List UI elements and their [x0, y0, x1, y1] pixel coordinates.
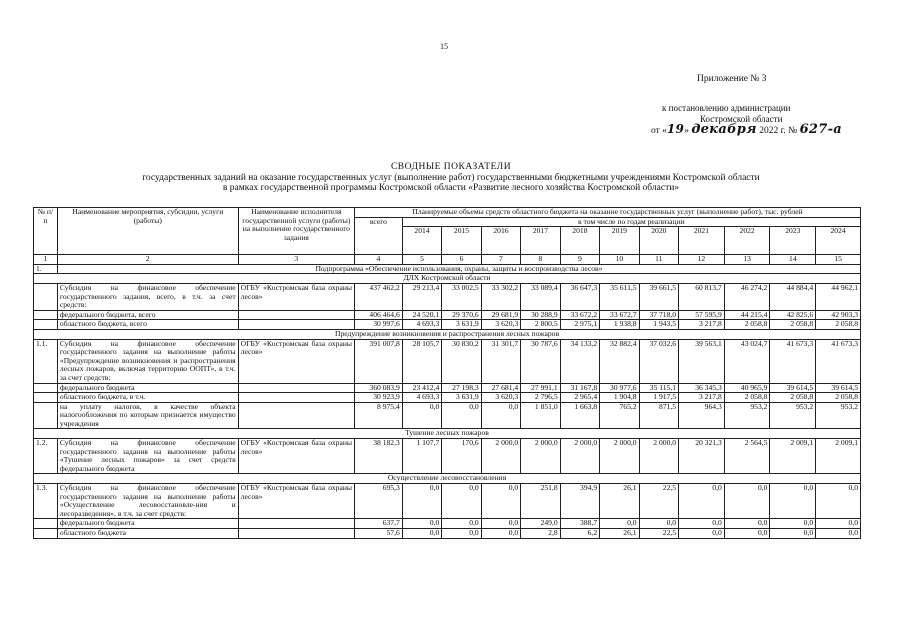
cell-year-value: 2 975,1 [560, 320, 599, 330]
cell-year-value: 2 796,5 [521, 393, 560, 403]
cell-year-value: 953,2 [816, 402, 861, 429]
cell-year-value: 0,0 [402, 484, 441, 519]
section-row [34, 264, 861, 274]
cell-year-value: 170,6 [442, 439, 481, 474]
table-body [34, 264, 861, 538]
cell-total: 38 182,3 [355, 439, 403, 474]
cell-year-value: 35 115,1 [639, 383, 678, 393]
cell-year-value: 44 962,1 [816, 283, 861, 310]
cell-year-value: 37 032,6 [639, 339, 678, 383]
cell-year-value: 871,5 [639, 402, 678, 429]
table-row [34, 439, 861, 474]
cell-year-value: 0,0 [679, 484, 725, 519]
cell-year-value: 0,0 [724, 529, 770, 539]
cell-year-value: 0,0 [724, 484, 770, 519]
cell-year-value: 0,0 [600, 519, 639, 529]
subsection-row [34, 474, 861, 484]
handwritten-day: 19 [666, 122, 685, 136]
column-number: 12 [679, 255, 725, 265]
cell-year-value: 33 302,2 [481, 283, 520, 310]
header-executor: Наименование исполнителя государственной услуги (работы) на выполнение государственного задания [238, 208, 354, 255]
cell-total: 695,3 [355, 484, 403, 519]
subsection-title: Тушение лесных пожаров [34, 429, 861, 439]
resolution-mid-1: » [684, 126, 689, 136]
cell-year-value: 32 882,4 [600, 339, 639, 383]
column-number: 14 [770, 255, 816, 265]
cell-year-value: 39 614,5 [816, 383, 861, 393]
cell-year-value: 26,1 [600, 529, 639, 539]
table-row [34, 383, 861, 393]
cell-year-value: 31 167,8 [560, 383, 599, 393]
column-number: 13 [724, 255, 770, 265]
cell-year-value: 0,0 [402, 402, 441, 429]
cell-year-value: 36 345,3 [679, 383, 725, 393]
row-executor [238, 529, 354, 539]
cell-year-value: 0,0 [402, 529, 441, 539]
cell-year-value: 29 681,9 [481, 310, 520, 320]
header-year: 2017 [521, 227, 560, 255]
column-number: 9 [560, 255, 599, 265]
cell-year-value: 30 787,6 [521, 339, 560, 383]
table-row [34, 402, 861, 429]
row-executor [238, 310, 354, 320]
cell-total: 30 923,9 [355, 393, 403, 403]
cell-total: 360 083,9 [355, 383, 403, 393]
cell-year-value: 2 009,1 [770, 439, 816, 474]
cell-year-value: 0,0 [679, 529, 725, 539]
table-row [34, 310, 861, 320]
cell-year-value: 46 274,2 [724, 283, 770, 310]
cell-year-value: 30 830,2 [442, 339, 481, 383]
cell-year-value: 2 058,8 [770, 320, 816, 330]
cell-year-value: 3 620,3 [481, 320, 520, 330]
subsection-row [34, 274, 861, 284]
row-executor: ОГБУ «Костромская база охраны лесов» [238, 339, 354, 383]
cell-year-value: 2 000,0 [639, 439, 678, 474]
cell-year-value: 33 089,4 [521, 283, 560, 310]
resolution-prefix: от « [651, 126, 667, 136]
cell-year-value: 0,0 [442, 484, 481, 519]
cell-year-value: 2 009,1 [816, 439, 861, 474]
cell-year-value: 2 000,0 [481, 439, 520, 474]
cell-year-value: 2 058,8 [724, 393, 770, 403]
row-number [34, 320, 58, 330]
cell-year-value: 40 965,9 [724, 383, 770, 393]
cell-year-value: 2 000,0 [560, 439, 599, 474]
document-subtitle-2: в рамках государственной программы Костромской области «Развитие лесного хозяйства Костромской области» [222, 183, 680, 193]
cell-year-value: 39 661,5 [639, 283, 678, 310]
header-year: 2019 [600, 227, 639, 255]
row-executor [238, 320, 354, 330]
cell-year-value: 953,2 [724, 402, 770, 429]
header-year: 2018 [560, 227, 599, 255]
table-row [34, 484, 861, 519]
row-number: 1.3. [34, 484, 58, 519]
row-name: Субсидия на финансовое обеспечение государственного задания, всего, в т.ч. за счет средств: [57, 283, 238, 310]
header-year: 2023 [770, 227, 816, 255]
cell-year-value: 33 002,5 [442, 283, 481, 310]
cell-year-value: 3 217,8 [679, 320, 725, 330]
cell-year-value: 33 672,2 [560, 310, 599, 320]
cell-year-value: 27 991,1 [521, 383, 560, 393]
cell-total: 57,6 [355, 529, 403, 539]
column-number: 3 [238, 255, 354, 265]
cell-year-value: 30 288,9 [521, 310, 560, 320]
cell-year-value: 4 693,3 [402, 393, 441, 403]
row-number [34, 529, 58, 539]
row-name: федерального бюджета, всего [57, 310, 238, 320]
cell-year-value: 43 024,7 [724, 339, 770, 383]
column-number: 10 [600, 255, 639, 265]
cell-year-value: 2 058,8 [816, 320, 861, 330]
row-executor [238, 393, 354, 403]
cell-year-value: 1 943,5 [639, 320, 678, 330]
cell-year-value: 3 631,9 [442, 320, 481, 330]
header-year: 2014 [402, 227, 441, 255]
cell-year-value: 953,2 [770, 402, 816, 429]
cell-total: 637,7 [355, 519, 403, 529]
row-name: областного бюджета, в т.ч. [57, 393, 238, 403]
cell-year-value: 964,3 [679, 402, 725, 429]
row-number [34, 383, 58, 393]
document-title: СВОДНЫЕ ПОКАЗАТЕЛИ [390, 162, 512, 172]
row-name: Субсидия на финансовое обеспечение государственного задания на выполнение работы «Тушение лесных пожаров» за счет средств федерального бюджета [57, 439, 238, 474]
cell-year-value: 2 058,8 [816, 393, 861, 403]
header-num: № п/п [34, 208, 58, 255]
cell-year-value: 2 564,5 [724, 439, 770, 474]
cell-year-value: 2 965,4 [560, 393, 599, 403]
section-title: Подпрограмма «Обеспечение использования, охраны, защиты и воспроизводства лесов» [57, 264, 860, 274]
cell-year-value: 0,0 [481, 529, 520, 539]
cell-year-value: 0,0 [816, 484, 861, 519]
subsection-row [34, 329, 861, 339]
cell-year-value: 42 903,3 [816, 310, 861, 320]
column-number: 7 [481, 255, 520, 265]
row-executor: ОГБУ «Костромская база охраны лесов» [238, 484, 354, 519]
row-executor: ОГБУ «Костромская база охраны лесов» [238, 283, 354, 310]
cell-year-value: 2 000,0 [600, 439, 639, 474]
cell-year-value: 3 217,8 [679, 393, 725, 403]
header-by-year: в том числе по годам реализации [402, 217, 860, 227]
cell-year-value: 31 301,7 [481, 339, 520, 383]
cell-year-value: 3 620,3 [481, 393, 520, 403]
cell-total: 391 007,8 [355, 339, 403, 383]
handwritten-number: 627-а [799, 122, 843, 137]
cell-year-value: 1 938,8 [600, 320, 639, 330]
cell-year-value: 28 105,7 [402, 339, 441, 383]
cell-year-value: 27 198,3 [442, 383, 481, 393]
column-number: 15 [816, 255, 861, 265]
row-executor [238, 402, 354, 429]
cell-year-value: 44 884,4 [770, 283, 816, 310]
cell-year-value: 0,0 [442, 519, 481, 529]
document-subtitle-1: государственных заданий на оказание государственных услуг (выполнение работ) государственными бюджетными учреждениями Костромской области [142, 173, 760, 183]
cell-year-value: 2 058,8 [724, 320, 770, 330]
cell-year-value: 44 215,4 [724, 310, 770, 320]
row-name: областного бюджета [57, 529, 238, 539]
row-number [34, 310, 58, 320]
row-name: на уплату налогов, в качестве объекта налогообложения по которым признается имущество учреждения [57, 402, 238, 429]
row-number [34, 393, 58, 403]
cell-total: 406 464,6 [355, 310, 403, 320]
cell-year-value: 2 800,5 [521, 320, 560, 330]
row-executor: ОГБУ «Костромская база охраны лесов» [238, 439, 354, 474]
row-number [34, 402, 58, 429]
header-row-1 [34, 208, 861, 218]
cell-year-value: 394,9 [560, 484, 599, 519]
cell-year-value: 20 321,3 [679, 439, 725, 474]
resolution-line-2: Костромской области [700, 114, 783, 124]
table-row [34, 320, 861, 330]
appendix-label: Приложение № 3 [697, 74, 767, 84]
cell-total: 8 975,4 [355, 402, 403, 429]
cell-year-value: 1 904,8 [600, 393, 639, 403]
cell-year-value: 0,0 [770, 519, 816, 529]
cell-year-value: 765,2 [600, 402, 639, 429]
column-number: 11 [639, 255, 678, 265]
cell-year-value: 251,8 [521, 484, 560, 519]
cell-year-value: 0,0 [724, 519, 770, 529]
subsection-row [34, 429, 861, 439]
cell-year-value: 22,5 [639, 529, 678, 539]
table-row [34, 519, 861, 529]
header-year: 2016 [481, 227, 520, 255]
header-total: всего [355, 217, 403, 255]
subsection-title: Предупреждение возникновения и распространения лесных пожаров [34, 329, 861, 339]
row-name: федерального бюджета [57, 383, 238, 393]
cell-year-value: 3 631,9 [442, 393, 481, 403]
cell-year-value: 23 412,4 [402, 383, 441, 393]
subsection-title: ДЛХ Костромской области [34, 274, 861, 284]
cell-year-value: 41 673,3 [770, 339, 816, 383]
summary-table [33, 207, 861, 539]
cell-year-value: 2 000,0 [521, 439, 560, 474]
page-number: 15 [440, 42, 448, 51]
resolution-mid-2: 2022 г. № [759, 126, 798, 136]
header-planned: Планируемые объемы средств областного бюджета на оказание государственных услуг (выполнение работ), тыс. рублей [355, 208, 861, 218]
cell-year-value: 1 663,8 [560, 402, 599, 429]
cell-year-value: 34 133,2 [560, 339, 599, 383]
cell-year-value: 22,5 [639, 484, 678, 519]
cell-year-value: 39 614,5 [770, 383, 816, 393]
column-number: 1 [34, 255, 58, 265]
resolution-date-line [651, 122, 842, 137]
column-number: 8 [521, 255, 560, 265]
cell-year-value: 1 107,7 [402, 439, 441, 474]
column-number: 6 [442, 255, 481, 265]
cell-year-value: 36 647,3 [560, 283, 599, 310]
cell-year-value: 29 213,4 [402, 283, 441, 310]
section-number: 1. [34, 264, 58, 274]
cell-year-value: 2,8 [521, 529, 560, 539]
cell-year-value: 388,7 [560, 519, 599, 529]
row-executor [238, 519, 354, 529]
cell-year-value: 37 718,0 [639, 310, 678, 320]
column-number: 5 [402, 255, 441, 265]
row-name: Субсидия на финансовое обеспечение государственного задания на выполнение работы «Предупреждение возникновения и распространения лесных пожаров, включая территорию ООПТ», в т.ч. за счет средств: [57, 339, 238, 383]
cell-year-value: 0,0 [770, 529, 816, 539]
resolution-line-1: к постановлению администрации [662, 103, 791, 113]
cell-year-value: 26,1 [600, 484, 639, 519]
cell-year-value: 57 595,9 [679, 310, 725, 320]
cell-year-value: 35 611,5 [600, 283, 639, 310]
cell-year-value: 0,0 [639, 519, 678, 529]
column-numbers-row [34, 255, 861, 265]
subsection-title: Осуществление лесовосстановления [34, 474, 861, 484]
header-year: 2021 [679, 227, 725, 255]
cell-year-value: 0,0 [442, 402, 481, 429]
cell-year-value: 42 825,6 [770, 310, 816, 320]
cell-year-value: 27 681,4 [481, 383, 520, 393]
table-row [34, 339, 861, 383]
cell-year-value: 0,0 [481, 484, 520, 519]
cell-year-value: 41 673,3 [816, 339, 861, 383]
header-year: 2024 [816, 227, 861, 255]
column-number: 4 [355, 255, 403, 265]
cell-year-value: 29 370,6 [442, 310, 481, 320]
cell-total: 437 462,2 [355, 283, 403, 310]
cell-year-value: 24 520,1 [402, 310, 441, 320]
header-name: Наименование мероприятия, субсидии, услуги (работы) [57, 208, 238, 255]
cell-year-value: 6,2 [560, 529, 599, 539]
cell-year-value: 0,0 [816, 519, 861, 529]
cell-year-value: 249,0 [521, 519, 560, 529]
row-number [34, 519, 58, 529]
cell-year-value: 2 058,8 [770, 393, 816, 403]
cell-year-value: 0,0 [481, 402, 520, 429]
table-row [34, 529, 861, 539]
cell-year-value: 0,0 [679, 519, 725, 529]
row-number [34, 283, 58, 310]
column-number: 2 [57, 255, 238, 265]
cell-year-value: 1 851,0 [521, 402, 560, 429]
cell-year-value: 0,0 [481, 519, 520, 529]
cell-year-value: 4 693,3 [402, 320, 441, 330]
table-row [34, 283, 861, 310]
header-year: 2022 [724, 227, 770, 255]
row-name: федерального бюджета [57, 519, 238, 529]
row-name: Субсидия на финансовое обеспечение государственного задания на выполнение работы «Осуществление лесовосстановле-ния и лесоразведения», в т.ч. за счет средств: [57, 484, 238, 519]
cell-year-value: 30 977,6 [600, 383, 639, 393]
cell-year-value: 39 563,1 [679, 339, 725, 383]
cell-year-value: 0,0 [816, 529, 861, 539]
row-number: 1.1. [34, 339, 58, 383]
cell-year-value: 1 917,5 [639, 393, 678, 403]
cell-total: 30 997,6 [355, 320, 403, 330]
cell-year-value: 33 672,7 [600, 310, 639, 320]
table-row [34, 393, 861, 403]
header-year: 2020 [639, 227, 678, 255]
row-name: областного бюджета, всего [57, 320, 238, 330]
cell-year-value: 0,0 [442, 529, 481, 539]
row-number: 1.2. [34, 439, 58, 474]
cell-year-value: 60 813,7 [679, 283, 725, 310]
cell-year-value: 0,0 [402, 519, 441, 529]
cell-year-value: 0,0 [770, 484, 816, 519]
header-year: 2015 [442, 227, 481, 255]
handwritten-month: декабря [691, 122, 757, 137]
row-executor [238, 383, 354, 393]
